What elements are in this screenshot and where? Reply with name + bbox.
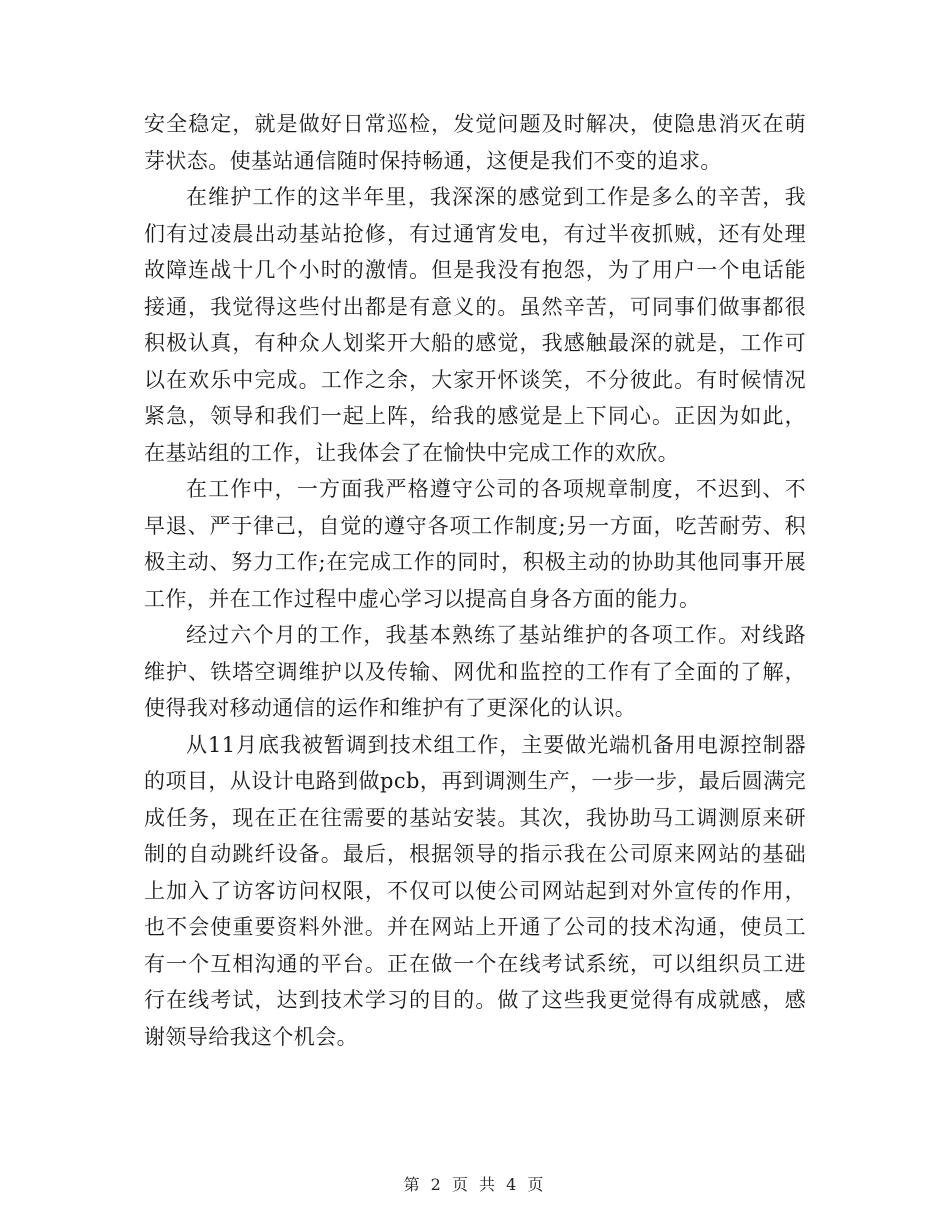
paragraph-2: 在维护工作的这半年里，我深深的感觉到工作是多么的辛苦，我们有过凌晨出动基站抢修，有过通宵发电，有过半夜抓贼，还有处理故障连战十几个小时的激情。但是我没有抱怨，为了用户一个电话能接通，我觉得这些付出都是有意义的。虽然辛苦，可同事们做事都很积极认真，有种众人划桨开大船的感觉，我感触最深的就是，工作可以在欢乐中完成。工作之余，大家开怀谈笑，不分彼此。有时候情况紧急，领导和我们一起上阵，给我的感觉是上下同心。正因为如此，在基站组的工作，让我体会了在愉快中完成工作的欢欣。 <box>144 185 806 465</box>
paragraph-5: 从11月底我被暂调到技术组工作，主要做光端机备用电源控制器的项目，从设计电路到做pcb，再到调测生产，一步一步，最后圆满完成任务，现在正在往需要的基站安装。其次，我协助马工调测原来研制的自动跳纤设备。最后，根据领导的指示我在公司原来网站的基础上加入了访客访问权限，不仅可以使公司网站起到对外宣传的作用，也不会使重要资料外泄。并在网站上开通了公司的技术沟通，使员工有一个互相沟通的平台。正在做一个在线考试系统，可以组织员工进行在线考试，达到技术学习的目的。做了这些我更觉得有成就感，感谢领导给我这个机会。 <box>144 732 806 1049</box>
paragraph-4: 经过六个月的工作，我基本熟练了基站维护的各项工作。对线路维护、铁塔空调维护以及传输、网优和监控的工作有了全面的了解，使得我对移动通信的运作和维护有了更深化的认识。 <box>144 623 806 720</box>
paragraph-1: 安全稳定，就是做好日常巡检，发觉问题及时解决，使隐患消灭在萌芽状态。使基站通信随时保持畅通，这便是我们不变的追求。 <box>144 112 806 173</box>
page-number-footer: 第 2 页 共 4 页 <box>403 1175 547 1194</box>
paragraph-3: 在工作中，一方面我严格遵守公司的各项规章制度，不迟到、不早退、严于律己，自觉的遵守各项工作制度;另一方面，吃苦耐劳、积极主动、努力工作;在完成工作的同时，积极主动的协助其他同事开展工作，并在工作过程中虚心学习以提高自身各方面的能力。 <box>144 477 806 611</box>
document-body <box>144 106 806 1055</box>
